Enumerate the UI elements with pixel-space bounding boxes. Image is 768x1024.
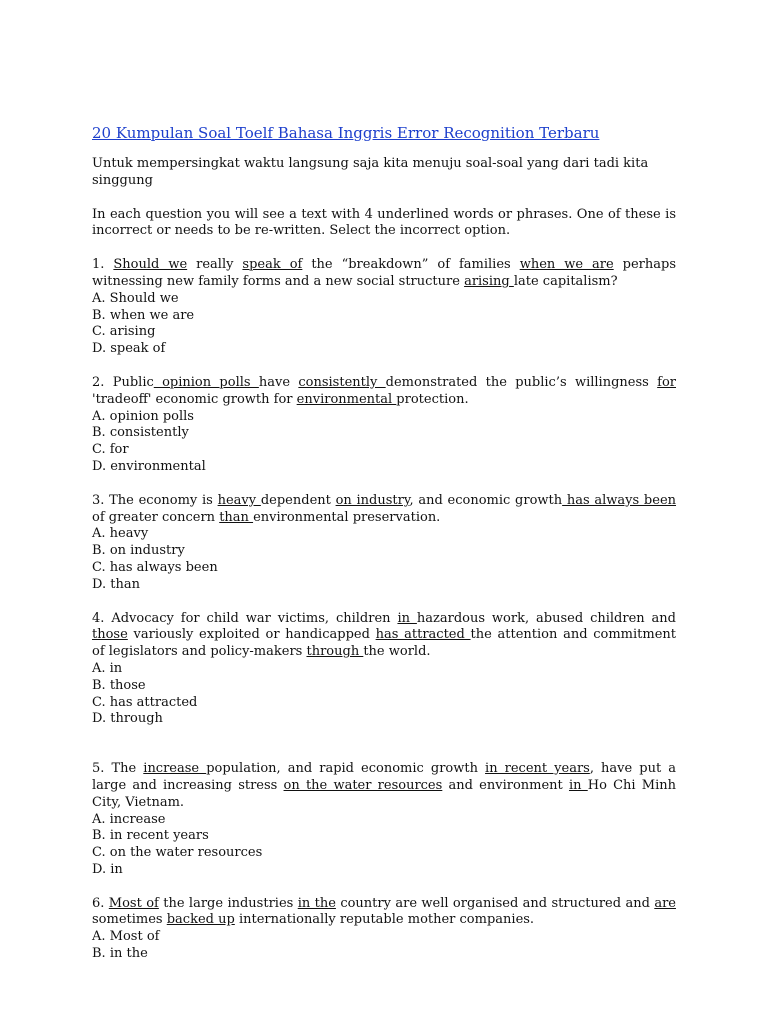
question-4	[92, 611, 676, 729]
question-3	[92, 493, 676, 594]
underlined-phrase: increase	[143, 761, 207, 777]
answer-option: B. when we are	[92, 307, 195, 323]
underlined-phrase: when we are	[519, 257, 614, 273]
stem-text: really	[187, 257, 243, 273]
stem-text: population, and rapid economic growth	[206, 761, 486, 777]
underlined-phrase: are	[654, 895, 676, 911]
answer-option: C. has attracted	[92, 694, 198, 710]
underlined-phrase: Should we	[113, 257, 188, 273]
underlined-phrase: on the water resources	[283, 777, 443, 793]
underlined-phrase: than	[219, 509, 254, 525]
answer-option: C. for	[92, 442, 129, 458]
underlined-phrase: backed up	[166, 912, 235, 928]
stem-text: sometimes	[92, 912, 167, 928]
question-6	[92, 896, 676, 963]
underlined-phrase: in the	[297, 895, 336, 911]
stem-text: internationally reputable mother companies.	[234, 912, 535, 928]
stem-text: the world.	[363, 644, 431, 660]
stem-text: perhaps witnessing new family forms and a new social structure	[92, 257, 677, 289]
instructions-paragraph: In each question you will see a text with 4 underlined words or phrases. One of these is incorrect or needs to be re-written. Select the incorrect option.	[92, 206, 676, 239]
answer-option: A. heavy	[92, 526, 149, 542]
answer-option: B. on industry	[92, 543, 185, 559]
question-stem	[92, 257, 676, 291]
answer-option: C. on the water resources	[92, 845, 263, 861]
underlined-phrase: for	[657, 374, 676, 390]
stem-text: 2. Public	[92, 374, 154, 390]
stem-text: and environment	[442, 777, 569, 793]
underlined-phrase: consistently	[298, 374, 386, 390]
stem-text: dependent	[260, 492, 336, 508]
answer-option: A. Should we	[92, 290, 179, 306]
underlined-phrase: in	[397, 610, 417, 626]
stem-text: 4. Advocacy for child war victims, children	[92, 610, 398, 626]
answer-option: A. opinion polls	[92, 408, 194, 424]
question-stem	[92, 761, 676, 811]
stem-text: Ho Chi Minh City, Vietnam.	[92, 777, 676, 810]
answer-option: D. environmental	[92, 458, 206, 474]
answer-option: C. has always been	[92, 559, 218, 575]
stem-text: the attention and commitment of legislators and policy-makers	[92, 627, 676, 660]
stem-text: late capitalism?	[513, 273, 618, 289]
answer-option: A. in	[92, 660, 123, 676]
answer-option: B. in recent years	[92, 828, 209, 844]
underlined-phrase: heavy	[217, 492, 261, 508]
question-stem	[92, 493, 676, 527]
underlined-phrase: has attracted	[375, 627, 471, 643]
underlined-phrase: opinion polls	[153, 374, 259, 390]
intro-paragraph: Untuk mempersingkat waktu langsung saja kita menuju soal-soal yang dari tadi kita singgung	[92, 156, 649, 188]
stem-text: the “breakdown” of families	[302, 257, 520, 273]
answer-option: D. in	[92, 861, 123, 877]
underlined-phrase: in recent years	[485, 761, 590, 777]
answer-option: B. in the	[92, 946, 148, 962]
question-stem	[92, 896, 676, 930]
document-title[interactable]: 20 Kumpulan Soal Toelf Bahasa Inggris Error Recognition Terbaru	[92, 124, 600, 142]
underlined-phrase: on industry	[335, 492, 410, 508]
answer-option: A. Most of	[92, 929, 160, 945]
underlined-phrase: has always been	[562, 492, 677, 508]
question-stem	[92, 375, 676, 409]
stem-text: 5. The	[92, 761, 144, 777]
stem-text: 3. The economy is	[92, 492, 218, 508]
question-list	[92, 257, 676, 963]
stem-text: protection.	[396, 391, 469, 407]
stem-text: , and economic growth	[409, 492, 563, 508]
stem-text: the large industries	[158, 895, 298, 911]
question-1	[92, 257, 676, 358]
underlined-phrase: Most of	[108, 895, 159, 911]
underlined-phrase: environmental	[296, 391, 397, 407]
answer-option: B. consistently	[92, 425, 189, 441]
stem-text: demonstrated the public’s willingness	[385, 374, 658, 390]
stem-text: environmental preservation.	[253, 509, 441, 525]
stem-text: hazardous work, abused children and	[416, 610, 676, 626]
underlined-phrase: speak of	[242, 257, 303, 273]
stem-text: 1.	[92, 257, 114, 273]
question-stem	[92, 611, 676, 661]
answer-option: D. through	[92, 711, 163, 727]
stem-text: country are well organised and structured and	[335, 895, 655, 911]
question-2	[92, 375, 676, 476]
answer-option: D. than	[92, 576, 140, 592]
answer-option: A. increase	[92, 811, 166, 827]
stem-text: , have put a large and increasing stress	[92, 761, 677, 793]
stem-text: have	[258, 374, 299, 390]
answer-option: B. those	[92, 677, 146, 693]
underlined-phrase: arising	[464, 273, 514, 289]
answer-option: D. speak of	[92, 341, 166, 357]
question-5	[92, 761, 676, 879]
stem-text: 'tradeoff' economic growth for	[92, 391, 297, 407]
underlined-phrase: in	[568, 777, 588, 793]
underlined-phrase: those	[92, 627, 128, 643]
stem-text: 6.	[92, 895, 109, 911]
stem-text: variously exploited or handicapped	[127, 627, 376, 643]
underlined-phrase: through	[306, 644, 364, 660]
stem-text: of greater concern	[92, 509, 220, 525]
answer-option: C. arising	[92, 324, 156, 340]
